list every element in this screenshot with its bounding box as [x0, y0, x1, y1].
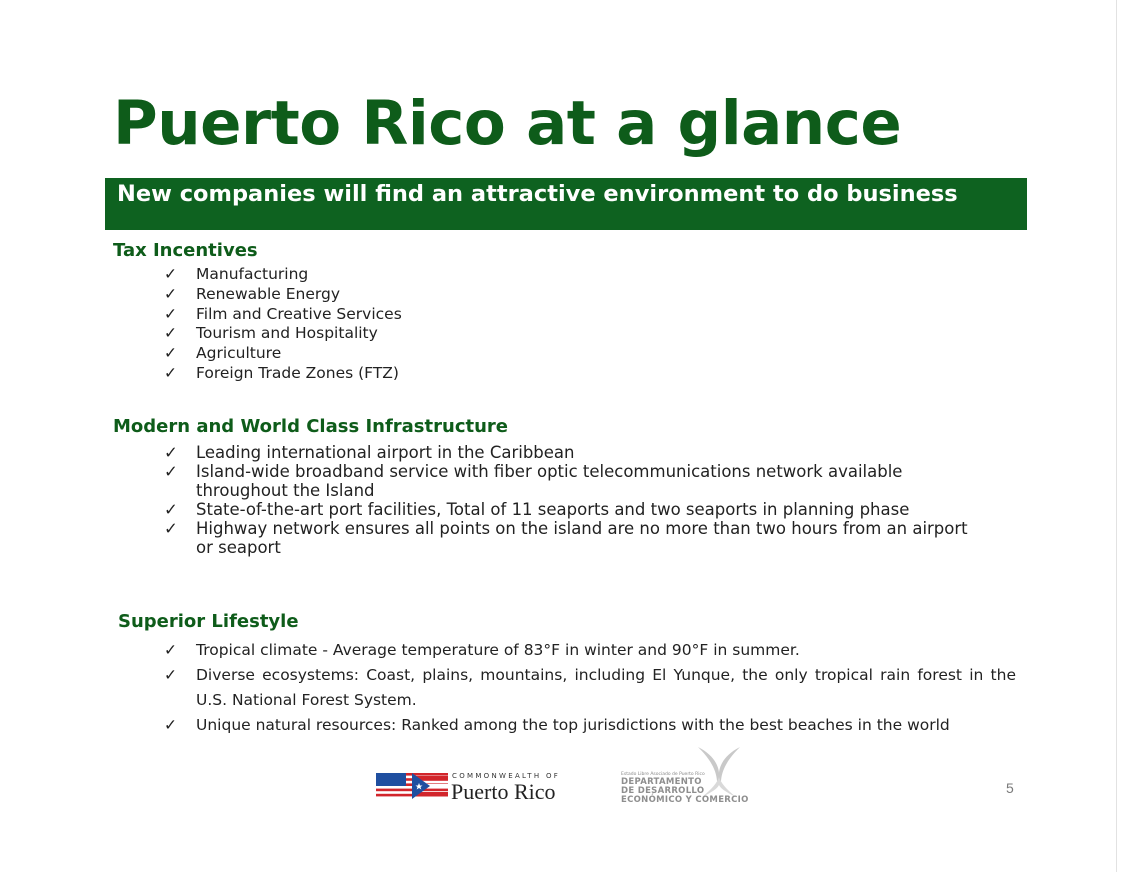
list-item: ✓ Unique natural resources: Ranked among the top jurisdictions with the best beaches in the world — [164, 713, 1016, 738]
list-item: ✓ Tropical climate - Average temperature of 83°F in winter and 90°F in summer. — [164, 638, 1016, 663]
section-heading-superior-lifestyle: Superior Lifestyle — [118, 611, 299, 632]
list-item: ✓ Foreign Trade Zones (FTZ) — [164, 363, 399, 382]
list-item: ✓ Renewable Energy — [164, 284, 341, 303]
list-item: ✓ Agriculture — [164, 344, 282, 363]
checkmark-icon: ✓ — [164, 265, 177, 283]
section-heading-tax-incentives: Tax Incentives — [113, 240, 258, 261]
checkmark-icon: ✓ — [164, 641, 177, 659]
infrastructure-list — [164, 443, 984, 557]
list-item: ✓ Tourism and Hospitality — [164, 324, 378, 343]
list-item: ✓ Manufacturing — [164, 265, 309, 283]
checkmark-icon: ✓ — [164, 500, 178, 519]
checkmark-icon: ✓ — [164, 284, 177, 303]
ddec-name-line-3: ECONÓMICO Y COMERCIO — [621, 795, 749, 805]
list-item: ✓ Highway network ensures all points on the island are no more than two hours from an airport or seaport — [164, 519, 968, 557]
list-item: ✓ Film and Creative Services — [164, 304, 402, 323]
lifestyle-list — [164, 638, 1016, 738]
subtitle-banner — [105, 178, 1027, 230]
checkmark-icon: ✓ — [164, 304, 177, 323]
checkmark-icon: ✓ — [164, 344, 177, 363]
checkmark-icon: ✓ — [164, 716, 177, 734]
slide-title: Puerto Rico at a glance — [113, 88, 902, 159]
checkmark-icon: ✓ — [164, 363, 177, 382]
ddec-name-line-2: DE DESARROLLO — [621, 786, 705, 796]
page-edge-divider — [1116, 0, 1117, 872]
checkmark-icon: ✓ — [164, 462, 178, 481]
ddec-name-line-1: DEPARTAMENTO — [621, 777, 702, 787]
checkmark-icon: ✓ — [164, 666, 177, 684]
section-heading-infrastructure: Modern and World Class Infrastructure — [113, 416, 508, 437]
list-item: ✓ Leading international airport in the Caribbean — [164, 443, 575, 462]
banner-text: New companies will find an attractive environment to do business — [117, 181, 958, 207]
list-item: ✓ State-of-the-art port facilities, Total of 11 seaports and two seaports in planning phase — [164, 500, 910, 519]
list-item: ✓ Island-wide broadband service with fiber optic telecommunications network available throughout the Island — [164, 462, 903, 500]
puerto-rico-wordmark: Puerto Rico — [451, 779, 556, 804]
checkmark-icon: ✓ — [164, 519, 178, 538]
tax-incentives-list — [164, 265, 984, 384]
list-item: ✓ Diverse ecosystems: Coast, plains, mountains, including El Yunque, the only tropical rain forest in the U.S. National Forest System. — [164, 663, 1016, 713]
ddec-subtitle: Estado Libre Asociado de Puerto Rico — [621, 772, 705, 777]
checkmark-icon: ✓ — [164, 443, 178, 462]
checkmark-icon: ✓ — [164, 324, 177, 343]
page-number: 5 — [1006, 780, 1014, 796]
commonwealth-label: COMMONWEALTH OF — [452, 772, 561, 780]
puerto-rico-flag-icon — [376, 773, 448, 799]
